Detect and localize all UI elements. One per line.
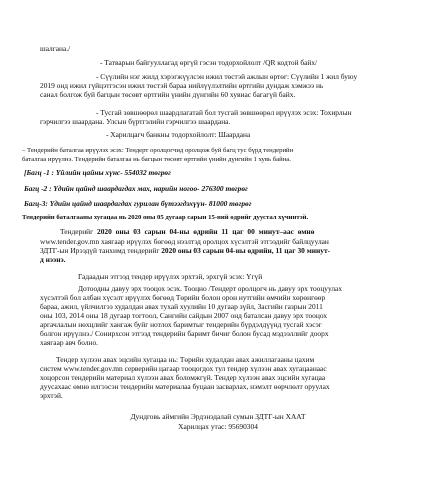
doc-line: систем www.tender.gov.mn серверийн цагаар тооцогдох тул тендер хүлээн авах хугацаанаас — [40, 364, 327, 373]
doc-line: – Тендерийн баталгаа ирүүлэх эсэх: Тендерт оролцогчид оролцож буй багц тус бүрд тендерийн — [22, 147, 294, 154]
contact-phone: Харилцах утас: 95690304 — [178, 422, 258, 431]
doc-line: www.tender.gov.mn хаягаар ирүүлэх бөгөөд нээлтэд оролцох хүсэлтэй этгээдийг байлцуулан — [40, 237, 329, 246]
doc-line: эрхтэй. — [40, 391, 63, 400]
doc-line: ЗДТГ-ын Ирээдүй танхимд тендерийг 2020 оны 03 сарын 04-ны өдрийн, 11 цаг 30 минут- — [40, 246, 331, 255]
doc-line: Тендерийг 2020 оны 03 сарын 04-ны өдрийн 11 цаг 00 минут–аас өмнө — [60, 227, 315, 236]
doc-line: шалгана./ — [40, 44, 71, 53]
doc-line: - Харилцагч банкны тодорхойлолт: Шаардана — [106, 130, 251, 139]
doc-line: - Сүүлийн нэг жилд хэрэгжүүлсэн ижил төстэй ажлын өртөг: Сүүлийн 1 жил буюу — [96, 72, 358, 81]
signature-org: Дундговь аймгийн Эрдэнэдалай сумын ЗДТГ-ын ХААТ — [130, 412, 306, 421]
deadline-text: 2020 оны 03 сарын 04-ны өдрийн 11 цаг 00 минут–аас өмнө — [97, 227, 315, 236]
doc-line: 2019 онд ижил гүйцэтгэсэн ижил төстэй бараа нийлүүлэлтийн өртгийн дундаж хэмжээ нь — [40, 81, 324, 90]
doc-line: Тендер хүлээн авах эцсийн хугацаа нь: Төрийн худалдан авах ажиллагааны цахим — [56, 355, 315, 364]
opening-time-text: 2020 оны 03 сарын 04-ны өдрийн, 11 цаг 30 минут- — [161, 246, 331, 255]
doc-line: д нээнэ. — [40, 255, 66, 264]
doc-line: Гадаадын этгээд тендер ирүүлэх эрхтэй, эрхгүй эсэх: Үгүй — [78, 272, 263, 281]
doc-line: санал болгож буй багцын төсөвт өртгийн үнийн дүнгийн 60 хувиас багагүй байх. — [40, 90, 296, 99]
doc-line: - Татварын байгууллагад өргүй гэсэн тодорхойлолт /QR кодтой байх/ — [100, 58, 318, 67]
package-1-line: [Багц -1 : Үйлийн цайны хүнс- 554032 төгрөг — [24, 168, 171, 177]
package-3-line: Багц-3: Үдийн цайнд шаардагдах гурилан бүтээгдэхүүн- 81000 төгрөг — [24, 199, 252, 208]
doc-line: дуусахаас өмнө илгээсэн тендерийн материалаа буцаан засварлах, нэмэлт өөрчлөлт оруулах — [40, 382, 330, 391]
doc-line: Дотоодны давуу эрх тооцох эсэх. Тооцно /Тендерт оролцогч нь давуу эрх тооцуулах — [78, 284, 343, 293]
doc-line: баталгаа ирүүлнэ. Тендерийн баталгаа нь багцын төсөвт өртгийн үнийн дүнгийн 1 хувь байна. — [22, 156, 291, 163]
guarantee-validity-line: Тендерийн баталгааны хугацаа нь 2020 оны 05 дугаар сарын 15-ний өдрийг дуустал хүчинтэй. — [22, 214, 309, 221]
doc-line: оны 103, 2014 оны 18 дугаар тогтоол, Сангийн сайдын 2007 онд баталсан давуу эрх тооцох — [40, 311, 328, 320]
doc-line: хүсэлтэй бол албан хүсэлт ирүүлэх бөгөөд Төрийн болон орон нутгийн өмчийн хөрөнгөөр — [40, 293, 326, 302]
doc-line: гэрчилгээ шаардана. Улсын бүртгэлийн гэрчилгээ шаардана. — [40, 117, 231, 126]
doc-line: болгон ирүүлнэ./ Сонирхсон этгээд тендерийн баримт бичиг болон бусад мэдээллийг доорх — [40, 329, 329, 338]
package-2-line: Багц -2 : Үдийн цайнд шаардагдах мах, нарийн ногоо- 276300 төгрөг — [24, 184, 248, 193]
doc-line: аргачлалын нөхцлийг хангаж буйг нотлох баримтыг тендерийн бүрдэлдүүнд тусгай хэсэг — [40, 320, 322, 329]
doc-line: бараа, ажил, үйлчилгээ худалдан авах тухай хуулийн 10 дугаар зүйл, Засгийн газрын 2011 — [40, 302, 323, 311]
doc-line: - Тусгай зөвшөөрөл шаардлагатай бол тусгай зөвшөөрөл ирүүлэх эсэх: Тохирлын — [96, 108, 352, 117]
doc-line: хаягаар авч болно. — [40, 338, 99, 347]
doc-line: хоцорсон тендерийн материал хүлээн авах боломжгүй. Тендер хүлээн авах эцсийн хугацаа — [40, 373, 326, 382]
